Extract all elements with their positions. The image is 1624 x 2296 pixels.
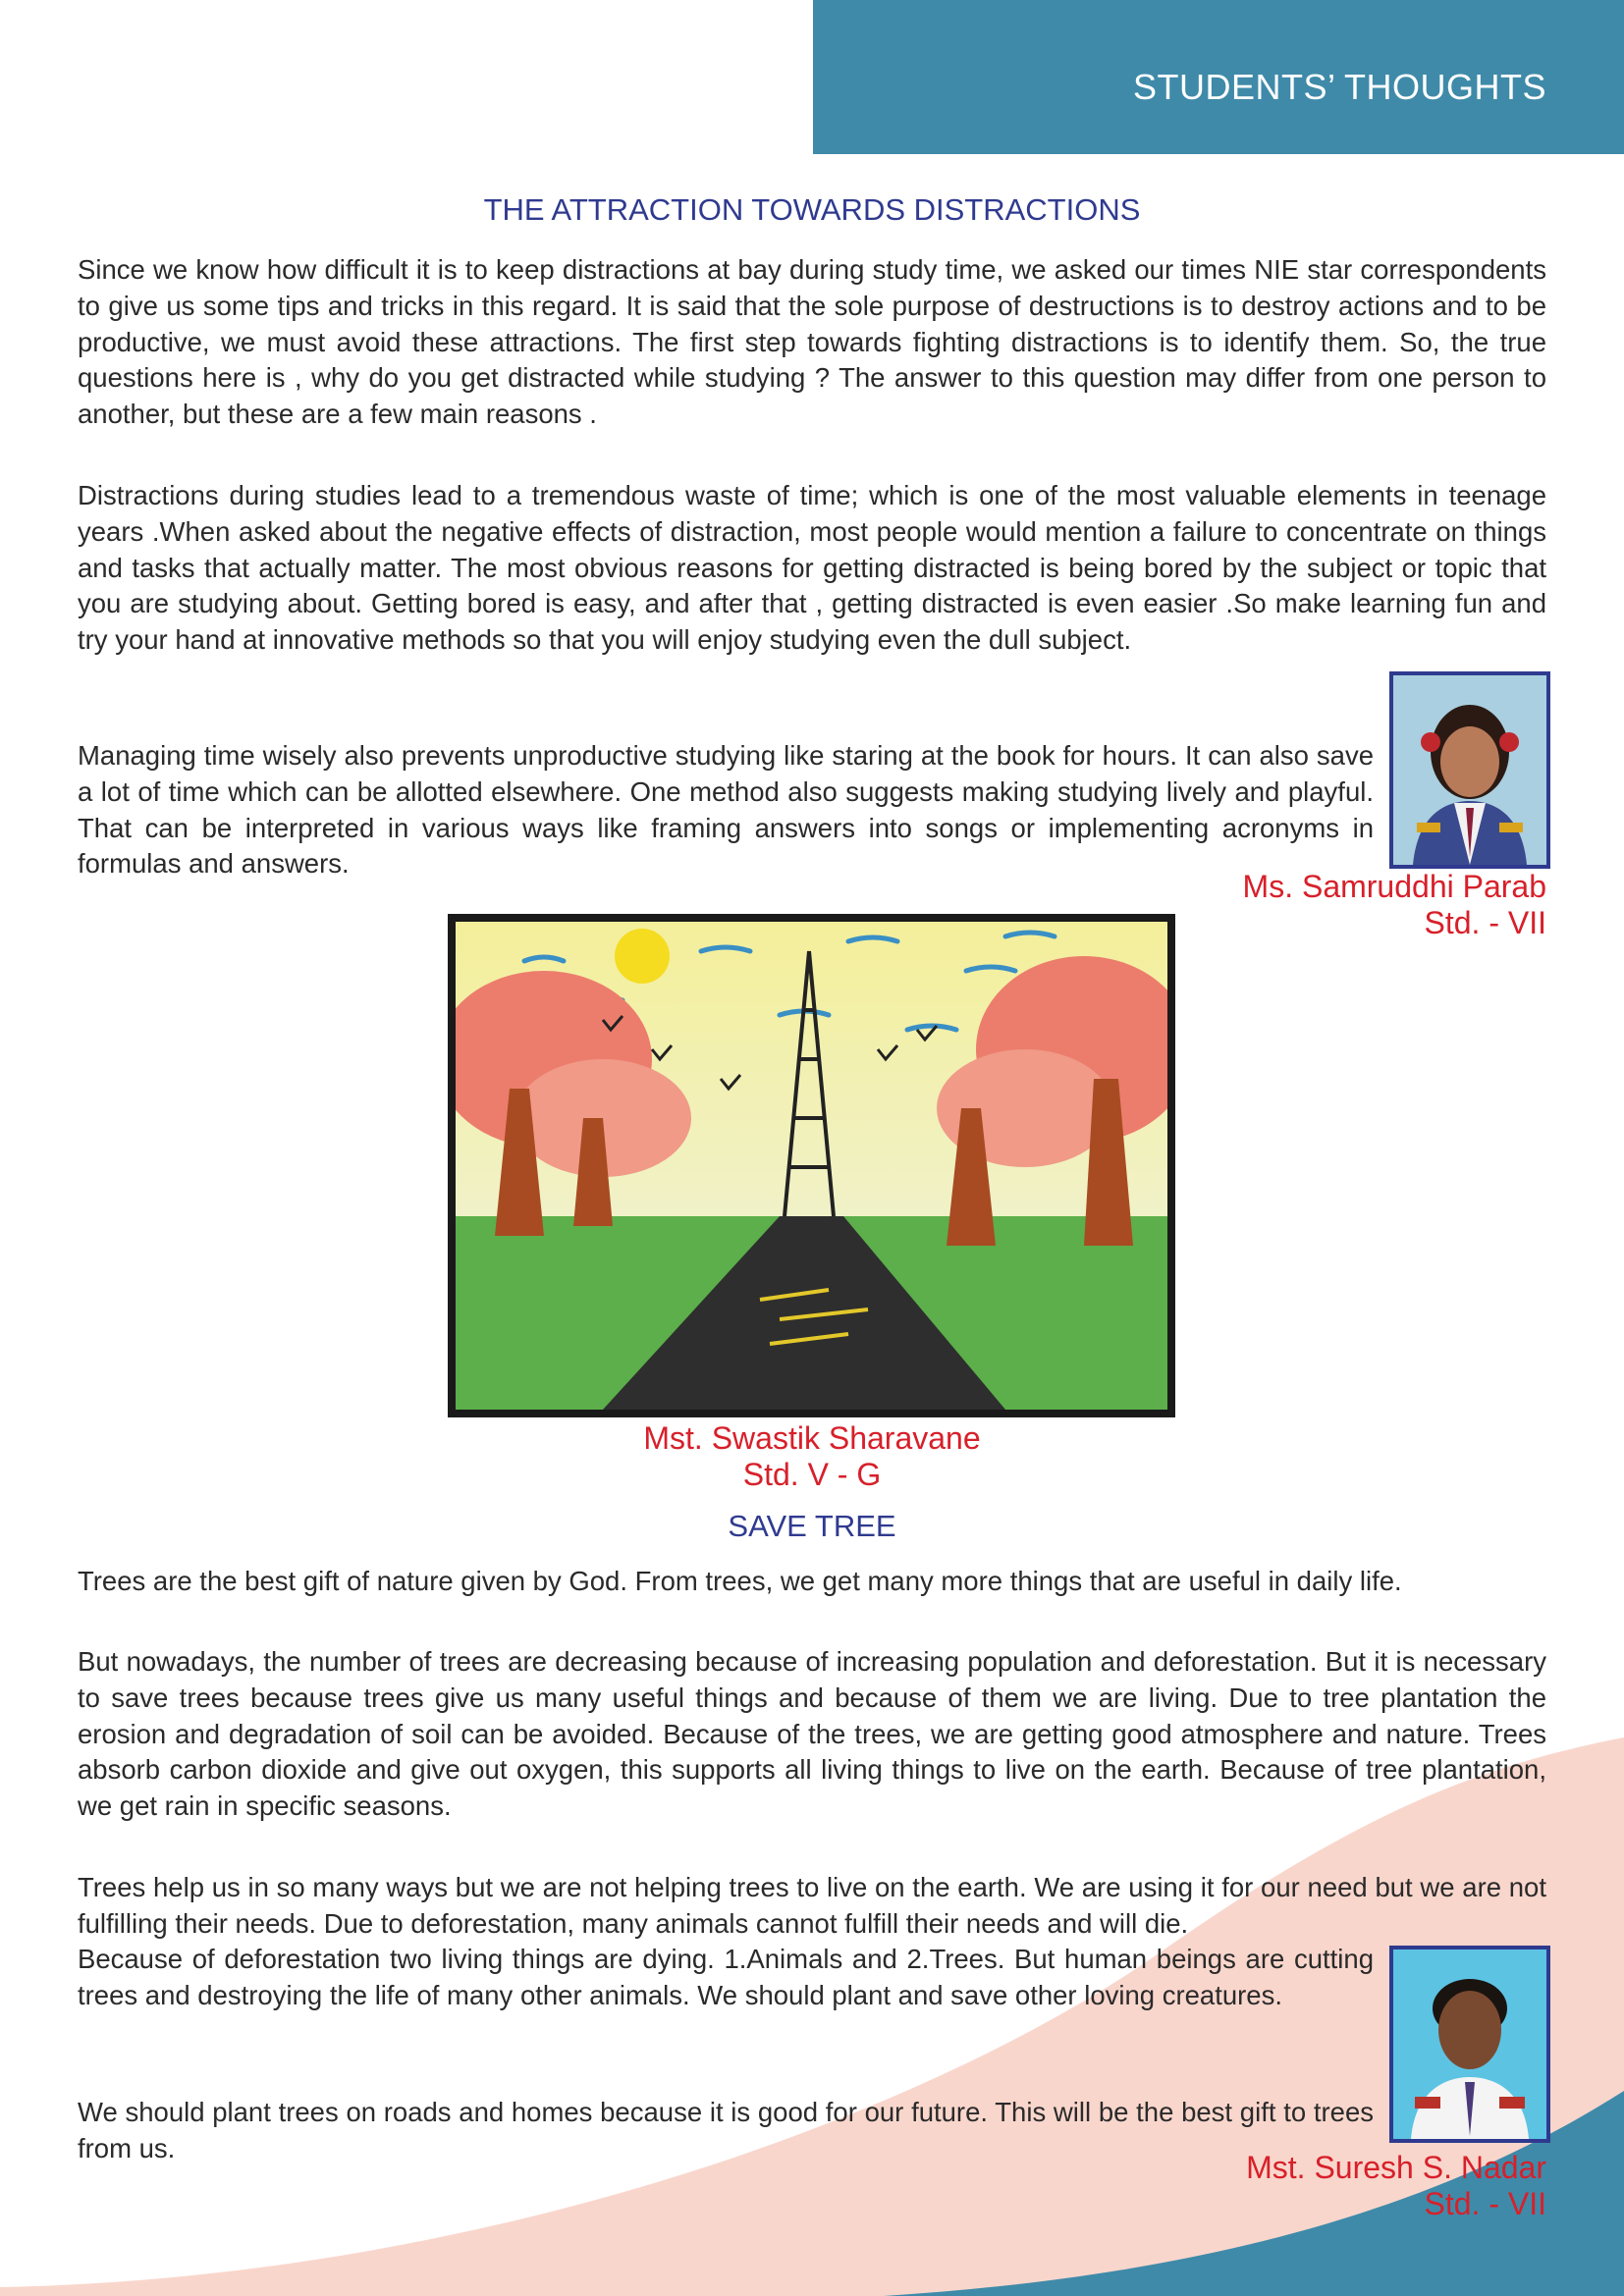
artist-name: Mst. Swastik Sharavane xyxy=(643,1420,981,1456)
article-paragraph: We should plant trees on roads and homes because it is good for our future. This will be the best gift to trees from us. xyxy=(78,2097,1374,2163)
article-paragraph: Because of deforestation two living things are dying. 1.Animals and 2.Trees. But human beings are cutting trees and destroying the life of many other animals. We should plant and save other loving creatures. xyxy=(78,1944,1374,2010)
article-paragraph: Trees are the best gift of nature given by God. From trees, we get many more things that are useful in daily life. xyxy=(78,1566,1402,1596)
author-photo xyxy=(1389,1946,1550,2143)
artist-class: Std. V - G xyxy=(742,1457,882,1492)
article-title: THE ATTRACTION TOWARDS DISTRACTIONS xyxy=(483,192,1141,227)
author-class: Std. - VII xyxy=(1424,2186,1546,2221)
article-paragraph: Since we know how difficult it is to keep distractions at bay during study time, we asked our times NIE star correspondents to give us some tips and tricks in this regard. It is said that the sole purpose of destructions is to destroy actions and to be productive, we must avoid these attractions. The first step towards fighting distractions is to identify them. So, the true questions here is , why do you get distracted while studying ? The answer to this question may differ from one person to another, but these are a few main reasons . xyxy=(78,254,1546,430)
article-paragraph: Trees help us in so many ways but we are not helping trees to live on the earth. We are using it for our need but we are not fulfilling their needs. Due to deforestation, many animals cannot fulfill their needs and will die. xyxy=(78,1872,1546,1939)
author-credit xyxy=(1246,2150,1546,2222)
article-paragraph: But nowadays, the number of trees are decreasing because of increasing population and deforestation. But it is necessary to save trees because trees give us many useful things and because of them we are living. Due to tree plantation the erosion and degradation of soil can be avoided. Because of the trees, we are getting good atmosphere and nature. Trees absorb carbon dioxide and give out oxygen, this supports all living things to live on the earth. Because of tree plantation, we get rain in specific seasons. xyxy=(78,1646,1546,1822)
article-title: SAVE TREE xyxy=(728,1509,896,1543)
student-drawing xyxy=(448,914,1175,1417)
article-paragraph: Managing time wisely also prevents unproductive studying like staring at the book for hours. It can also save a lot of time which can be allotted elsewhere. One method also suggests making studying lively and playful. That can be interpreted in various ways like framing answers into songs or implementing acronyms in formulas and answers. xyxy=(78,740,1374,880)
drawing-credit xyxy=(0,1420,1624,1493)
author-class: Std. - VII xyxy=(1424,905,1546,940)
author-name: Mst. Suresh S. Nadar xyxy=(1246,2150,1546,2185)
article-paragraph: Distractions during studies lead to a tremendous waste of time; which is one of the most valuable elements in teenage years .When asked about the negative effects of distraction, most people would mention a failure to concentrate on things and tasks that actually matter. The most obvious reasons for getting distracted is being bored by the subject or topic that you are studying about. Getting bored is easy, and after that , getting distracted is even easier .So make learning fun and try your hand at innovative methods so that you will enjoy studying even the dull subject. xyxy=(78,480,1546,656)
section-title: STUDENTS’ THOUGHTS xyxy=(1132,67,1546,107)
author-credit xyxy=(1243,869,1546,941)
author-photo xyxy=(1389,671,1550,869)
author-name: Ms. Samruddhi Parab xyxy=(1242,869,1546,904)
